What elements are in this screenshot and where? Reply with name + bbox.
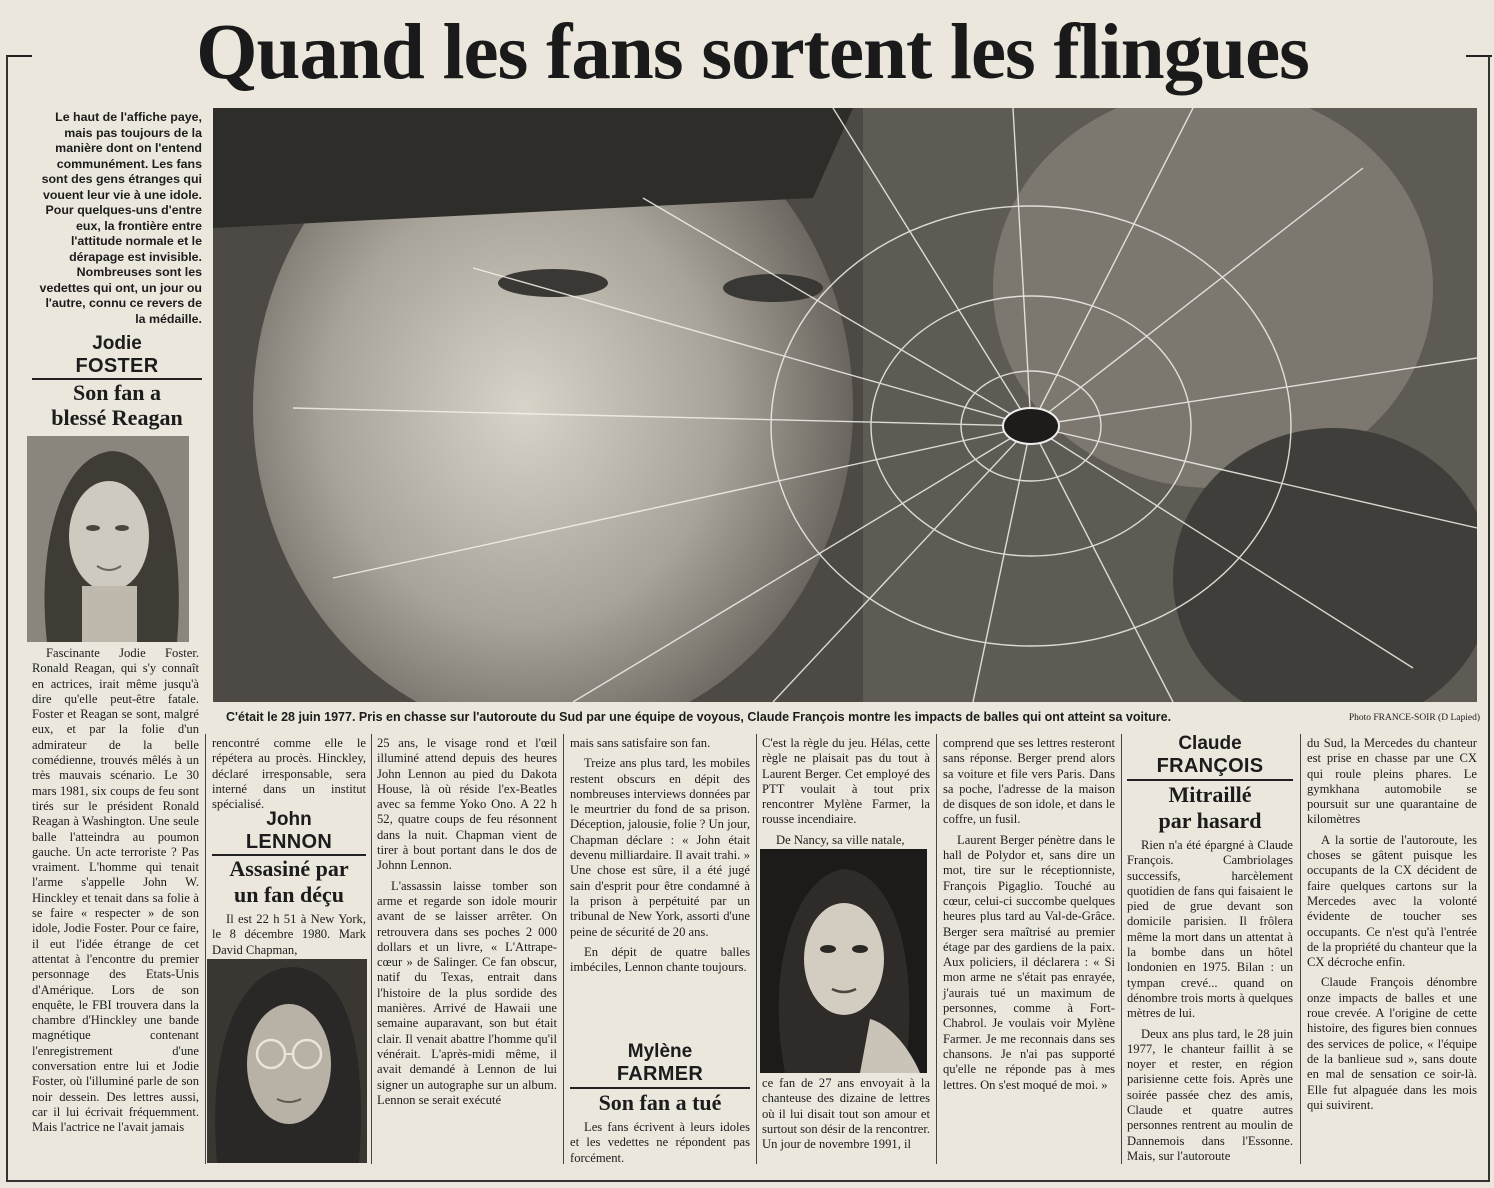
lennon-subhead-line2: un fan déçu (233, 882, 345, 907)
jodie-foster-portrait (27, 436, 189, 642)
column-rule-5 (936, 734, 937, 1164)
francois-subhead-line2: par hasard (1158, 808, 1262, 833)
farmer-kicker-first: Mylène (627, 1041, 693, 1062)
foster-subhead-line2: blessé Reagan (51, 405, 183, 430)
lennon-subhead-line1: Assasiné par (229, 856, 349, 881)
farmer-paragraph-6: Laurent Berger pénètre dans le hall de Polydor et, sans dire un mot, tire sur le réceptionniste, François Pigaglio. Touché au cœur, celui-ci succombe quelques heures plus tard au Val-de-Grâce. Berger sera maîtrisé au premier étage par des gardiens de la paix. Aux policiers, il déclarera : « Si mon arme ne s'était pas enrayée, j'aurais tué un maximum de personnes, comme à Fort-Chabrol. Je voulais voir Mylène Farmer. Je me reconnais dans ses chansons. Je n'ai pas supporté qu'elle ne réponde pas à mes lettres. On s'est moqué de moi. » (943, 832, 1115, 1092)
column-rule-4 (756, 734, 757, 1164)
lennon-kicker-last: LENNON (245, 831, 333, 853)
farmer-body (762, 736, 930, 848)
francois-subhead-line1: Mitraillé (1168, 782, 1252, 807)
lennon-paragraph-2: 25 ans, le visage rond et l'œil illuminé attend depuis des heures John Lennon au pied du Dakota House, là où réside l'ex-Beatles avec sa femme Yoko Ono. A 22 h 52, quatre coups de feu résonnent dans la nuit. Chapman vient de tirer à bout portant dans le dos de Johnn Lennon. (377, 736, 557, 873)
farmer-subhead: Son fan a tué (598, 1090, 722, 1115)
farmer-body-continued (762, 1076, 930, 1152)
francois-paragraph-2: Deux ans plus tard, le 28 juin 1977, le chanteur faillit à se noyer et rester, en région parisienne cette fois. Après une soirée passée chez des amis, Claude et quatre autres personnes rentrent au moulin de Dannemois dans l'Essonne. Mais, sur l'autoroute (1127, 1026, 1293, 1163)
column-rule-6 (1121, 734, 1122, 1164)
farmer-paragraph-2: C'est la règle du jeu. Hélas, cette règle ne plaisait pas du tout à Laurent Berger. Cet employé des PTT voulait à tout prix rencontrer Mylène Farmer, la rousse incendiaire. (762, 736, 930, 827)
lennon-paragraph-6: En dépit de quatre balles imbéciles, Lennon chante toujours. (570, 944, 750, 975)
francois-paragraph-1: Rien n'a été épargné à Claude François. Cambriolages successifs, harcèlement quotidien de fans qui faisaient le pied de grue devant son domicile parisien. Il frôlera même la mort dans un attentat à la bombe dans un hôtel londonien en 1975. Bilan : un tympan crevé... quand on dénombre trois morts à quelques mètres de lui. (1127, 838, 1293, 1021)
francois-kicker-last: FRANÇOIS (1156, 755, 1264, 777)
lennon-paragraph-3: L'assassin laisse tomber son arme et regarde son idole mourir avant de se laisser arrêter. On retrouvera dans ses poches 2 000 dollars et un livre, « L'Attrape-cœur » de Salinger. Ce fan obscur, natif du Texas, entrait dans l'histoire de la plus sordide des manières. Arrivé de Hawaii une semaine auparavant, son but était clair. Il venait abattre l'homme qu'il vénérait. L'après-midi même, il avait demandé à Lennon de lui signer un autographe sur un album. Lennon se serait exécuté (377, 878, 557, 1107)
photo-caption: C'était le 28 juin 1977. Pris en chasse sur l'autoroute du Sud par une équipe de voyous, Claude François montre les impacts de balles qui ont atteint sa voiture. (226, 710, 1172, 724)
frame-left (6, 56, 8, 1181)
intro-deck: Le haut de l'affiche paye, mais pas toujours de la manière dont on l'entend communément. Les fans sont des gens étranges qui vouent leur vie à une idole. Pour quelques-uns d'entre eux, la frontière entre l'attitude normale et le dérapage est invisible. Nombreuses sont les vedettes qui ont, un jour ou l'autre, connu ce revers de la médaille. (39, 110, 202, 326)
john-lennon-portrait (207, 959, 367, 1163)
foster-paragraph: Fascinante Jodie Foster. Ronald Reagan, qui s'y connaît en actrices, irait même jusqu'à dire qu'elle peut-être fatale. Foster et Reagan se sont, malgré eux, et par la folie d'un admirateur de la belle comédienne, trouvés mêlés à un très mauvais scénario. Le 30 mars 1981, six coups de feu sont tirés sur le président Ronald Reagan à Washington. Une seule balle l'atteindra au poumon gauche. Un acte terroriste ? Pas vraiment. L'homme qui tenait l'arme s'appelle John W. Hinckley et tenait dans sa folie à se faire « respecter » de son idole, Jodie Foster. Pour ce faire, il eut l'idée étrange de cet attentat à l'encontre du premier personnage des Etats-Unis d'Amérique. Lors de son enquête, le FBI trouvera dans la chambre d'Hinckley une bande magnétique contenant l'enregistrement d'une conversation entre lui et Jodie Foster, où l'illuminé parle de son noir dessein. Des lettres aussi, car il lui écrivait fréquemment. Mais l'actrice ne l'avait jamais (32, 646, 199, 1135)
column-rule-7 (1300, 734, 1301, 1164)
farmer-intro-body (570, 1120, 750, 1166)
francois-paragraph-5: Claude François dénombre onze impacts de balles et une roue crevée. A l'origine de cette histoire, des figures bien connues des services de police, « l'équipe de la banlieue sud », sans doute en mal de sensation ce soir-là. Elle fut alpaguée dans les mois qui suivirent. (1307, 975, 1477, 1112)
frame-right (1488, 56, 1490, 1181)
foster-body-continued (212, 736, 366, 812)
mylene-farmer-portrait (760, 849, 927, 1073)
francois-paragraph-3: du Sud, la Mercedes du chanteur est prise en chasse par une CX qui roule pleins phares. Le gymkhana automobile se poursuit sur une quarantaine de kilomètres (1307, 736, 1477, 827)
francois-paragraph-4: A la sortie de l'autoroute, les choses se gâtent puisque les occupants de la CX décident de faire quelques cartons sur la Mercedes avec la volonté évidente de toucher ses occupants. Ce n'est qu'à l'entrée de la propriété du chanteur que la CX décroche enfin. (1307, 832, 1477, 970)
farmer-paragraph-3: De Nancy, sa ville natale, (776, 832, 905, 847)
lennon-paragraph-4: mais sans satisfaire son fan. (570, 736, 711, 750)
lennon-paragraph-1: Il est 22 h 51 à New York, le 8 décembre 1980. Mark David Chapman, (212, 912, 366, 957)
column-rule-1 (205, 734, 206, 1164)
foster-kicker-last: FOSTER (75, 355, 159, 377)
lennon-kicker-first: John (266, 809, 312, 830)
lennon-body (377, 736, 557, 1108)
francois-body-continued (1307, 736, 1477, 1113)
foster-subhead-line1: Son fan a (72, 380, 162, 405)
farmer-paragraph-5: comprend que ses lettres resteront sans réponse. Berger prend alors sa voiture et file vers Paris. Dans sa poche, l'adresse de la maison de disques de son idole, et dans le coffre, un fusil. (943, 736, 1115, 827)
farmer-kicker-last: FARMER (616, 1063, 704, 1085)
headline: Quand les fans sortent les flingues (196, 9, 1309, 96)
foster-body (32, 646, 199, 1136)
column-rule-2 (371, 734, 372, 1164)
francois-body (1127, 838, 1293, 1164)
photo-credit: Photo FRANCE-SOIR (D Lapied) (1348, 713, 1480, 723)
francois-rule (1127, 779, 1293, 781)
farmer-paragraph-4: ce fan de 27 ans envoyait à la chanteuse des dizaine de lettres où il lui disait tout son amour et surtout son désir de la rencontrer. Un jour de novembre 1991, il (762, 1076, 930, 1152)
main-photo-shattered-glass (213, 108, 1477, 702)
lennon-intro-body (212, 912, 366, 958)
frame-bottom (6, 1180, 1490, 1182)
lennon-paragraph-5: Treize ans plus tard, les mobiles restent obscurs en dépit des nombreuses interviews données par le meurtrier du fond de sa prison. Déception, jalousie, folie ? Un jour, Chapman déclare : « John était devenu milliardaire. Il avait trahi. » Une chose est sûre, il a été jugé sain d'esprit pour être condamné à la prison à perpétuité par un tribunal de New York, assorti d'une peine de sécurité de 20 ans. (570, 756, 750, 939)
column-rule-3 (563, 734, 564, 1164)
foster-paragraph-end: rencontré comme elle le répétera au procès. Hinckley, déclaré irresponsable, sera interné dans un institut spécialisé. (212, 736, 366, 812)
francois-kicker-first: Claude (1178, 733, 1242, 754)
farmer-body-end (943, 736, 1115, 1093)
frame-top-left (6, 55, 32, 57)
lennon-body-continued (570, 736, 750, 975)
foster-kicker-first: Jodie (92, 333, 142, 354)
farmer-rule (570, 1087, 750, 1089)
farmer-paragraph-1: Les fans écrivent à leurs idoles et les vedettes ne répondent pas forcément. (570, 1120, 750, 1165)
